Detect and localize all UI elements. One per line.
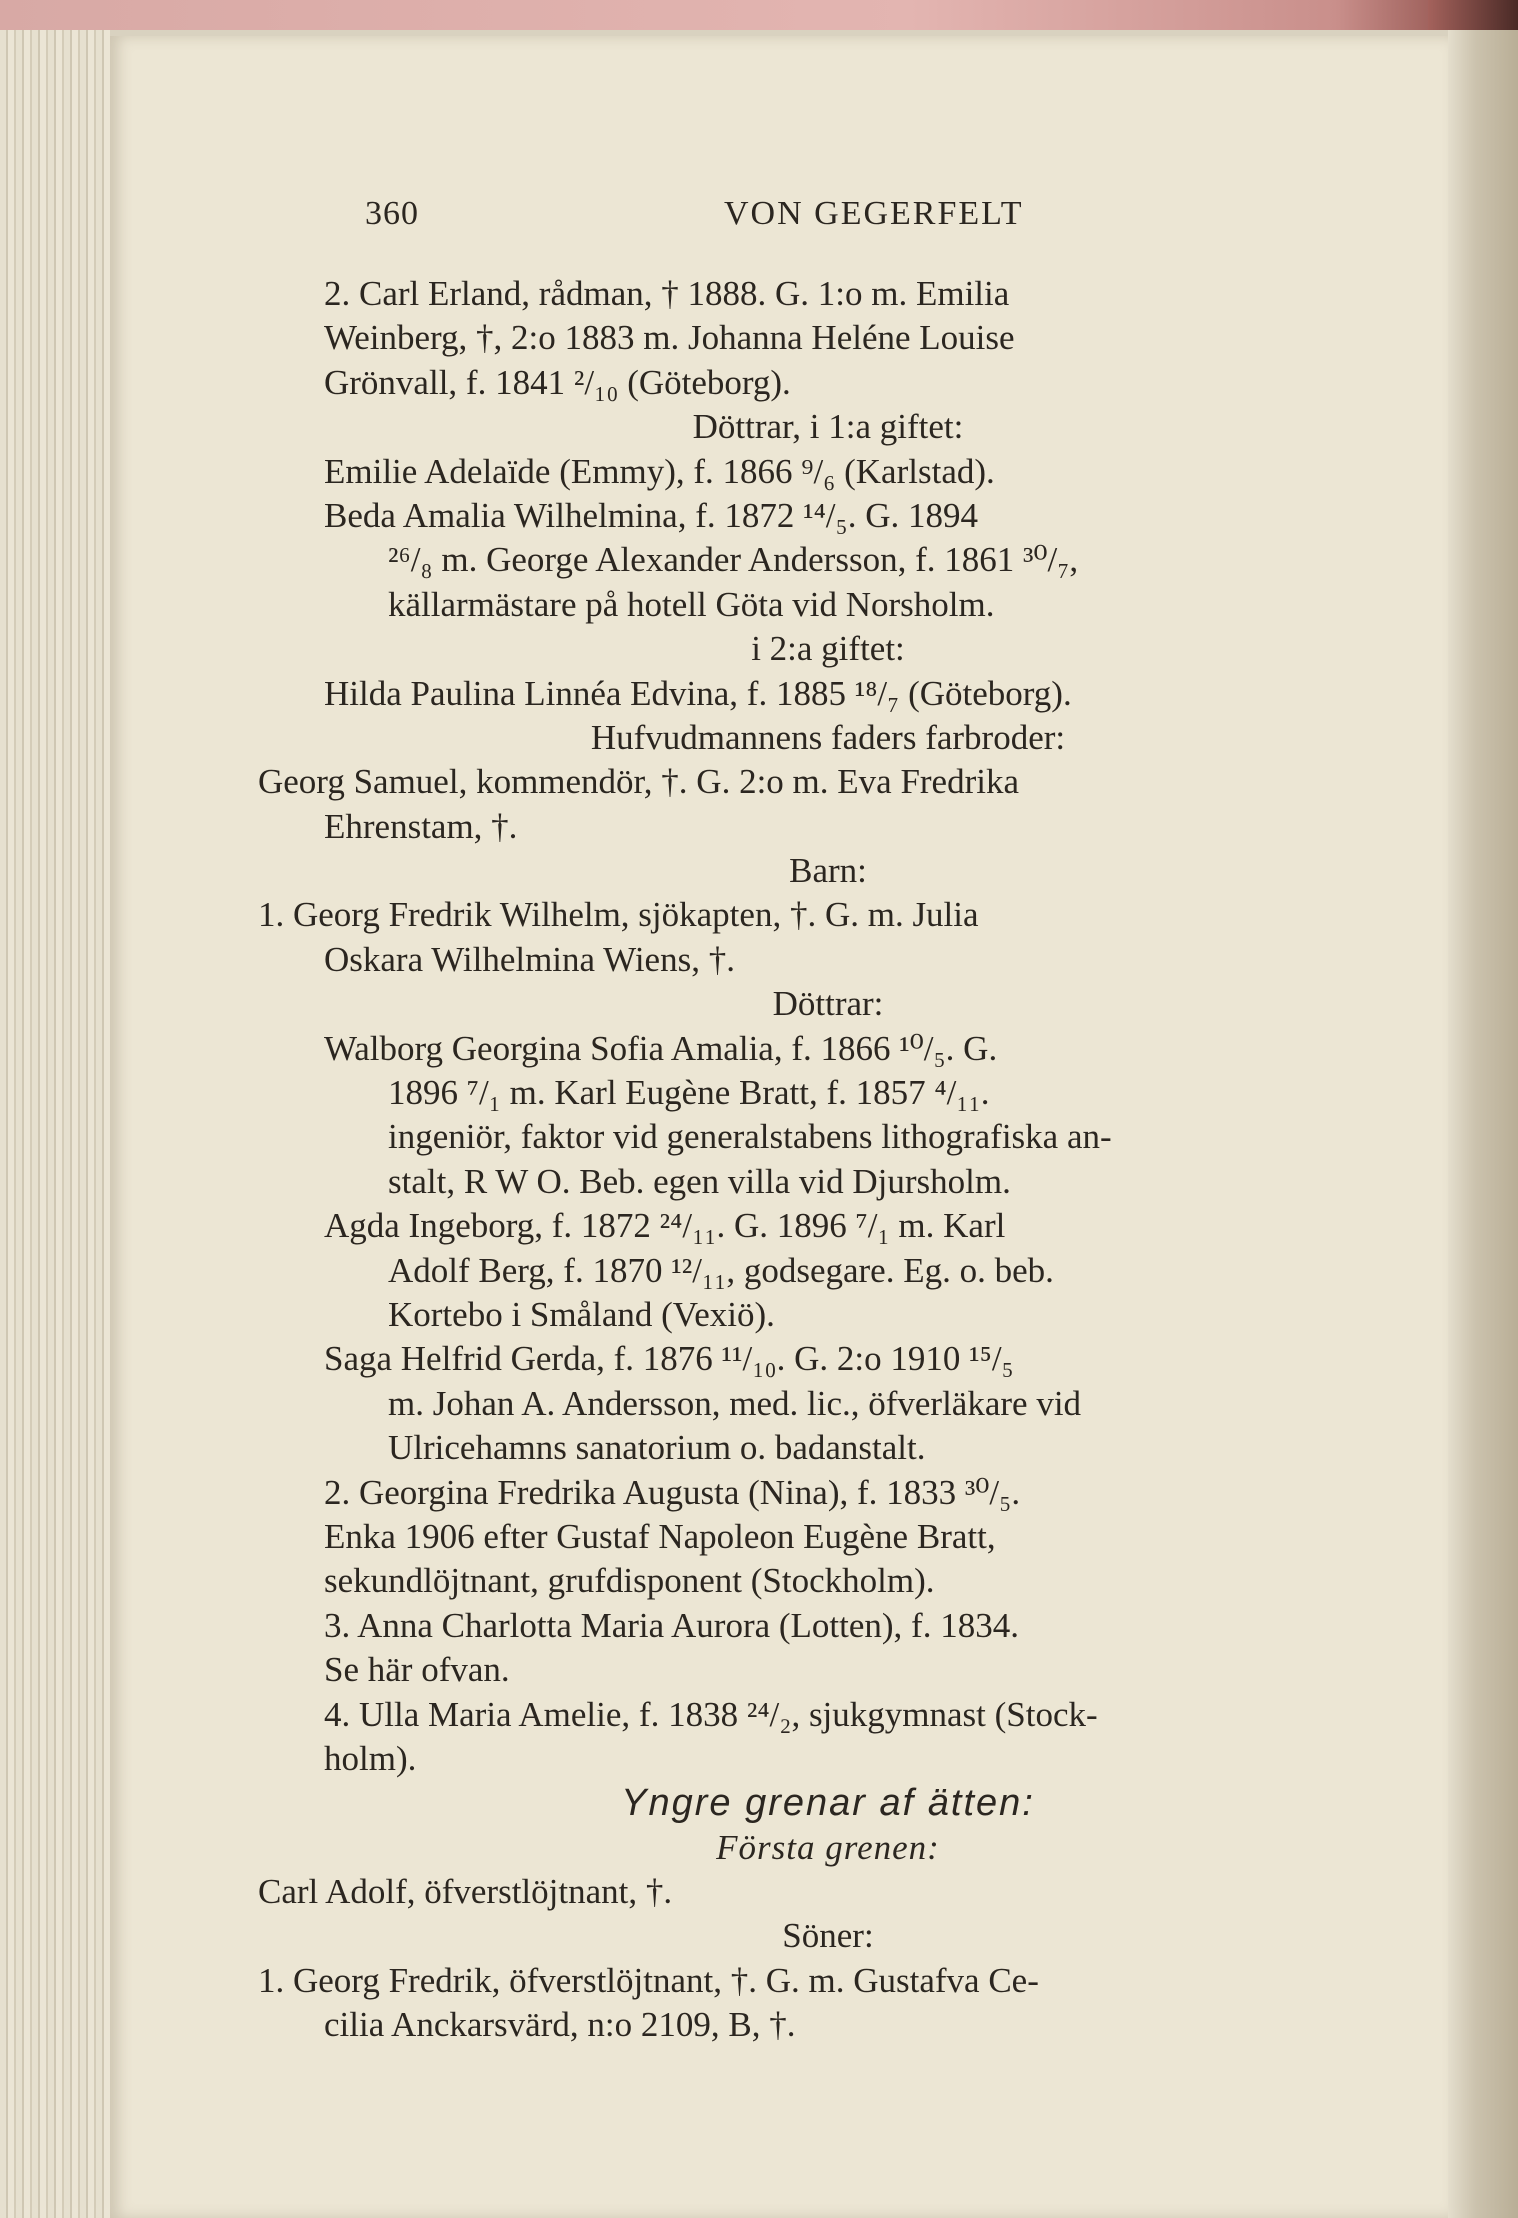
- text-line: Kortebo i Småland (Vexiö).: [388, 1294, 775, 1334]
- page-stack-left: [0, 30, 110, 2218]
- section-subheading: Döttrar:: [772, 984, 884, 1024]
- text-line: 1896 ⁷/₁ m. Karl Eugène Bratt, f. 1857 ⁴/₁₁.: [388, 1073, 990, 1113]
- text-line: Grönvall, f. 1841 ²/₁₀ (Göteborg).: [324, 362, 791, 402]
- page-edge-right: [1448, 30, 1518, 2218]
- section-heading: Yngre grenar af ätten:: [621, 1782, 1035, 1825]
- text-line: 1. Georg Fredrik Wilhelm, sjökapten, †. G. m. Julia: [258, 895, 979, 935]
- text-line: Emilie Adelaïde (Emmy), f. 1866 ⁹/₆ (Karlstad).: [324, 451, 995, 491]
- text-line: källarmästare på hotell Göta vid Norsholm.: [388, 584, 995, 624]
- text-line: Weinberg, †, 2:o 1883 m. Johanna Heléne Louise: [324, 318, 1015, 358]
- text-line: Adolf Berg, f. 1870 ¹²/₁₁, godsegare. Eg. o. beb.: [388, 1250, 1054, 1290]
- text-line: Beda Amalia Wilhelmina, f. 1872 ¹⁴/₅. G. 1894: [324, 495, 978, 535]
- text-line: Agda Ingeborg, f. 1872 ²⁴/₁₁. G. 1896 ⁷/₁ m. Karl: [324, 1206, 1006, 1246]
- text-line: Ulricehamns sanatorium o. badanstalt.: [388, 1428, 926, 1468]
- branch-heading: Första grenen:: [716, 1827, 940, 1867]
- text-line: Ehrenstam, †.: [324, 806, 518, 846]
- text-line: Hilda Paulina Linnéa Edvina, f. 1885 ¹⁸/₇ (Göteborg).: [324, 673, 1072, 713]
- section-subheading: Döttrar, i 1:a giftet:: [692, 407, 964, 447]
- text-line: stalt, R W O. Beb. egen villa vid Djursholm.: [388, 1161, 1011, 1201]
- text-line: 4. Ulla Maria Amelie, f. 1838 ²⁴/₂, sjukgymnast (Stock-: [324, 1694, 1098, 1734]
- section-subheading: Barn:: [789, 851, 867, 891]
- text-line: Enka 1906 efter Gustaf Napoleon Eugène Bratt,: [324, 1516, 996, 1556]
- section-subheading: i 2:a giftet:: [751, 629, 905, 669]
- text-line: ²⁶/₈ m. George Alexander Andersson, f. 1861 ³⁰/₇,: [388, 540, 1079, 580]
- page-text: [258, 272, 1398, 2048]
- book-top-edge: [0, 0, 1518, 30]
- text-line: m. Johan A. Andersson, med. lic., öfverläkare vid: [388, 1383, 1082, 1423]
- text-line: Georg Samuel, kommendör, †. G. 2:o m. Eva Fredrika: [258, 762, 1020, 802]
- text-line: 2. Carl Erland, rådman, † 1888. G. 1:o m. Emilia: [324, 274, 1010, 313]
- section-subheading: Söner:: [782, 1916, 874, 1956]
- text-line: 1. Georg Fredrik, öfverstlöjtnant, †. G. m. Gustafva Ce-: [258, 1960, 1039, 2000]
- text-line: Carl Adolf, öfverstlöjtnant, †.: [258, 1872, 673, 1912]
- text-line: 3. Anna Charlotta Maria Aurora (Lotten), f. 1834.: [324, 1605, 1019, 1645]
- text-line: holm).: [324, 1738, 417, 1778]
- text-line: cilia Anckarsvärd, n:o 2109, B, †.: [324, 2005, 796, 2045]
- text-line: Oskara Wilhelmina Wiens, †.: [324, 939, 735, 979]
- text-line: 2. Georgina Fredrika Augusta (Nina), f. 1833 ³⁰/₅.: [324, 1472, 1021, 1512]
- text-line: Saga Helfrid Gerda, f. 1876 ¹¹/₁₀. G. 2:o 1910 ¹⁵/₅: [324, 1339, 1014, 1379]
- running-title: VON GEGERFELT: [724, 195, 1024, 232]
- text-line: Se här ofvan.: [324, 1650, 510, 1690]
- section-subheading: Hufvudmannens faders farbroder:: [590, 717, 1066, 757]
- page-number: 360: [365, 195, 419, 232]
- text-line: ingeniör, faktor vid generalstabens lithografiska an-: [388, 1117, 1112, 1157]
- text-line: Walborg Georgina Sofia Amalia, f. 1866 ¹⁰/₅. G.: [324, 1028, 998, 1068]
- text-line: sekundlöjtnant, grufdisponent (Stockholm).: [324, 1561, 935, 1601]
